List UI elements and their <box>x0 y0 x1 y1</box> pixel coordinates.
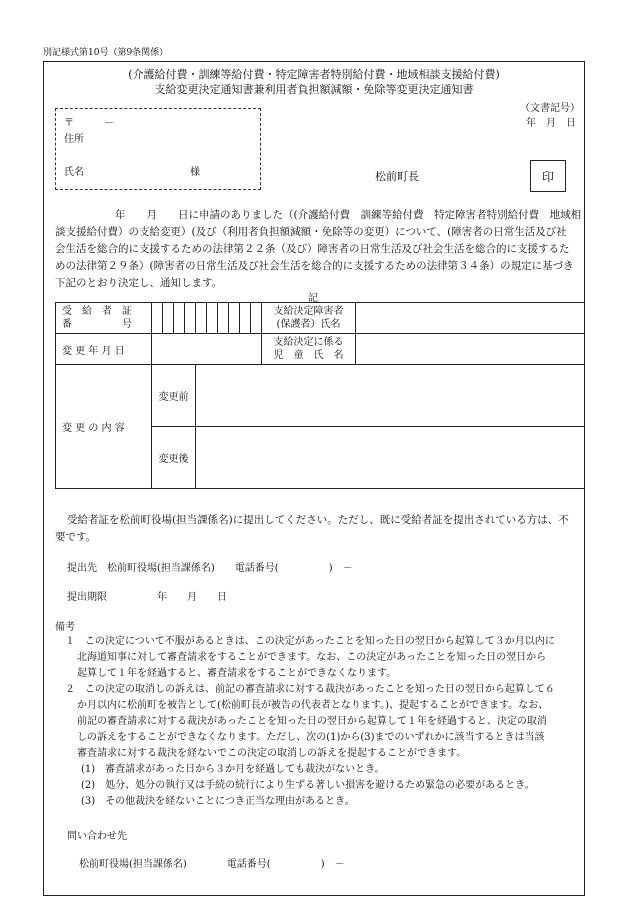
issue-date: 年 月 日 <box>526 118 576 129</box>
cert-digit[interactable] <box>152 303 163 334</box>
before-value[interactable] <box>196 365 585 427</box>
address-label: 住所 <box>64 134 84 145</box>
recipient-cert-label-b: 番 号 <box>62 319 132 330</box>
sama-label: 様 <box>190 167 200 178</box>
remark-2-line-3: 前記の審査請求に対する裁決があったことを知った日の翌日から起算して１年を経過すると、決定の取消 <box>77 716 547 727</box>
decision-person-label <box>262 303 356 334</box>
submit-text <box>55 512 585 546</box>
submit-deadline: 提出期限 年 月 日 <box>67 592 227 603</box>
cert-digit[interactable] <box>207 303 218 334</box>
remark-2-line-5: 審査請求に対する裁決を経ないでこの決定の取消しの訴えを提起することができます。 <box>77 748 467 759</box>
cert-digit[interactable] <box>251 303 262 334</box>
details-table <box>55 302 585 489</box>
remark-1-line-3: 起算して１年を経過すると、審査請求をすることができなくなります。 <box>77 668 397 679</box>
cert-digit[interactable] <box>185 303 196 334</box>
body-text <box>55 207 585 292</box>
inquiry-line: 松前町役場(担当課係名) 電話番号( ) － <box>79 859 345 870</box>
form-number: 別記様式第10号（第9条関係） <box>43 48 169 58</box>
change-content-label: 変 更 の 内 容 <box>56 365 152 489</box>
remark-2-line-1: ２ この決定の取消しの訴えは、前記の審査請求に対する裁決があったことを知った日の翌日から起算して６ <box>65 684 555 695</box>
after-label: 変更後 <box>152 427 196 489</box>
title-line-2: 支給変更決定通知書兼利用者負担額減額・免除等変更決定通知書 <box>154 83 474 96</box>
after-value[interactable] <box>196 427 585 489</box>
remark-1-line-1: １ この決定について不服があるときは、この決定があったことを知った日の翌日から起算して３か月以内に <box>65 636 555 647</box>
remark-1-line-2: 北海道知事に対して審査請求をすることができます。なお、この決定があったことを知った日の翌日から <box>77 652 547 663</box>
cert-digit[interactable] <box>196 303 207 334</box>
title-line-1: (介護給付費・訓練等給付費・特定障害者特別給付費・地域相談支援給付費) <box>128 68 500 81</box>
name-label: 氏名 <box>64 167 84 178</box>
remarks-list <box>65 634 585 810</box>
ki-mark: 記 <box>308 293 318 304</box>
remark-2-line-4: しの訴えをすることができなくなります。ただし、次の(1)から(3)までのいずれかに該当するときは当該 <box>77 732 545 743</box>
submit-line-2: 要です。 <box>55 531 97 543</box>
decision-person-label-a: 支給決定障害者 <box>273 306 344 317</box>
body-line-2: 談支援給付費）の支給変更）(及び（利用者負担額減額・免除等の変更）について、(障害者の日常生活及び社 <box>55 226 567 238</box>
submit-line-1: 受給者証を松前町役場(担当課係名)に提出してください。ただし、既に受給者証を提出されている方は、不 <box>67 514 569 526</box>
seal-box: 印 <box>530 160 566 192</box>
postal-code: 〒 － <box>64 118 114 129</box>
before-label: 変更前 <box>152 365 196 427</box>
remark-sub-1: (1) 審査請求があった日から３か月を経過しても裁決がないとき。 <box>81 764 385 775</box>
issuer: 松前町長 <box>375 170 419 183</box>
cert-digit[interactable] <box>240 303 251 334</box>
body-line-1: 年 月 日に申請のありました（(介護給付費 訓練等給付費 特定障害者特別給付費 地域相 <box>115 209 582 221</box>
change-date-label: 変 更 年 月 日 <box>56 334 152 365</box>
doc-number: （文書記号） <box>520 103 580 114</box>
child-name-value[interactable] <box>356 334 585 365</box>
remarks-title: 備考 <box>55 622 75 633</box>
cert-digit[interactable] <box>218 303 229 334</box>
body-line-4: めの法律第２９条）(障害者の日常生活及び社会生活を総合的に支援するための法律第３４条）の規定に基づき <box>55 260 574 272</box>
remark-2-line-2: か月以内に松前町を被告として(松前町長が被告の代表者となります。)、提起することができます。なお、 <box>77 700 549 711</box>
child-name-label-a: 支給決定に係る <box>273 337 344 348</box>
inquiry-title: 問い合わせ先 <box>67 831 127 842</box>
child-name-label <box>262 334 356 365</box>
change-date-value[interactable] <box>152 334 262 365</box>
body-line-3: 会生活を総合的に支援するための法律第２２条（及び）障害者の日常生活及び社会生活を総合的に支援するた <box>55 243 570 255</box>
cert-digit[interactable] <box>163 303 174 334</box>
remark-sub-3: (3) その他裁決を経ないことにつき正当な理由があるとき。 <box>81 796 355 807</box>
decision-person-label-b: (保護者）氏名 <box>276 319 341 330</box>
submit-to: 提出先 松前町役場(担当課係名) 電話番号( ) － <box>67 563 353 574</box>
recipient-cert-label-a: 受 給 者 証 <box>62 306 132 317</box>
child-name-label-b: 児 童 氏 名 <box>273 350 344 361</box>
remark-sub-2: (2) 処分、処分の執行又は手続の続行により生ずる著しい損害を避けるため緊急の必要があるとき。 <box>81 780 535 791</box>
decision-person-value[interactable] <box>356 303 585 334</box>
body-line-5: 下記のとおり決定し、通知します。 <box>55 277 223 289</box>
cert-digit[interactable] <box>229 303 240 334</box>
recipient-cert-label <box>56 303 152 334</box>
cert-digit[interactable] <box>174 303 185 334</box>
